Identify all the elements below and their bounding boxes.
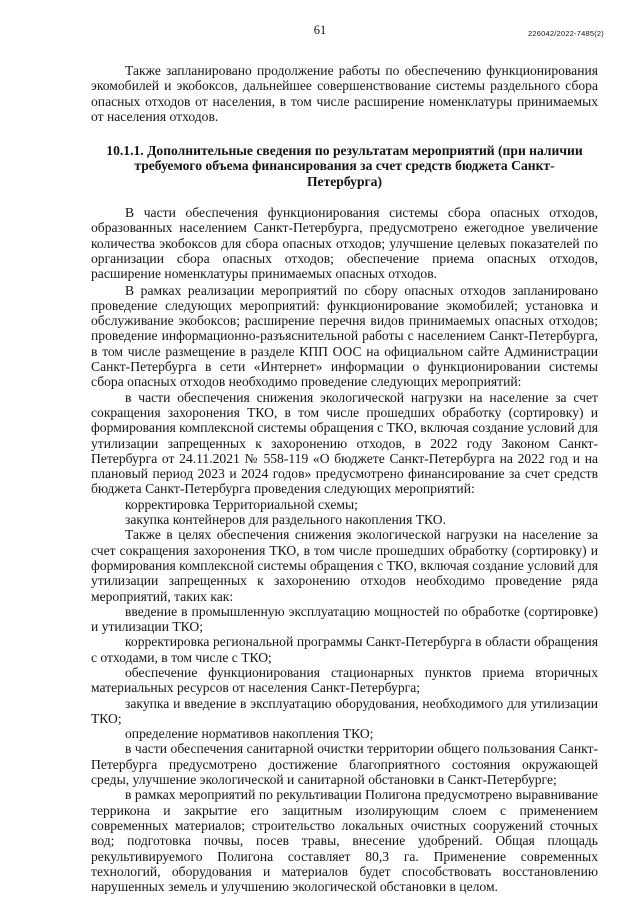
paragraph-tko-budget-2022: в части обеспечения снижения экологической нагрузки на население за счет сокращения захоронения ТКО, в том числе прошедших обработку (сортировку) и формирования комплексной системы обращения с ТКО, включая создание условий для утилизации запрещенных к захоронению отходов, в 2022 году Законом Санкт-Петербурга от 24.11.2021 № 558-119 «О бюджете Санкт-Петербурга на 2022 год и на плановый период 2023 и 2024 годов» предусмотрено финансирование за счет средств бюджета Санкт-Петербурга проведения следующих мероприятий: — [91, 389, 598, 497]
document-id: 226042/2022-7485(2) — [528, 29, 604, 38]
section-heading: 10.1.1. Дополнительные сведения по результатам мероприятий (при наличии требуемого объема финансирования за счет средств бюджета Санкт-Петербурга) — [106, 143, 583, 189]
list-item: корректировка Территориальной схемы; — [125, 496, 358, 512]
list-item: корректировка региональной программы Санкт-Петербурга в области обращения с отходами, в том числе с ТКО; — [91, 634, 598, 665]
list-item: закупка контейнеров для раздельного накопления ТКО. — [125, 512, 446, 528]
intro-paragraph: Также запланировано продолжение работы по обеспечению функционирования экомобилей и экобоксов, дальнейшее совершенствование системы раздельного сбора опасных отходов от населения, в том числе расширение номенклатуры принимаемых от населения отходов. — [91, 63, 598, 124]
paragraph-tko-additional-measures: Также в целях обеспечения снижения экологической нагрузки на население за счет сокращения захоронения ТКО, в том числе прошедших обработку (сортировку) и формирования комплексной системы обращения с ТКО, включая создание условий для утилизации запрещенных к захоронению отходов необходимо проведение ряда мероприятий, таких как: — [91, 527, 598, 604]
paragraph-sanitary-cleaning: в части обеспечения санитарной очистки территории общего пользования Санкт-Петербурга предусмотрено достижение благоприятного состояния окружающей среды, улучшение экологической и санитарной обстановки в Санкт-Петербурге; — [91, 741, 598, 788]
paragraph-collection-system: В части обеспечения функционирования системы сбора опасных отходов, образованных населением Санкт-Петербурга, предусмотрено ежегодное увеличение количества экобоксов для сбора опасных отходов; улучшение целевых показателей по организации сбора опасных отходов; обеспечение приема опасных отходов, расширение номенклатуры принимаемых опасных отходов. — [91, 205, 598, 282]
document-body — [91, 63, 598, 894]
list-item: обеспечение функционирования стационарных пунктов приема вторичных материальных ресурсов от населения Санкт-Петербурга; — [91, 664, 598, 696]
paragraph-landfill-recultivation: в рамках мероприятий по рекультивации Полигона предусмотрено выравнивание террикона и закрытие его защитным изолирующим слоем с применением современных материалов; строительство локальных очистных сооружений сточных вод; подготовка почвы, посев травы, внесение удобрений. Общая площадь рекультивируемого Полигона составляет 80,3 га. Применение современных технологий, оборудования и материалов будет способствовать восстановлению нарушенных земель и улучшению экологической обстановки в целом. — [91, 787, 598, 895]
page-number: 61 — [313, 23, 327, 37]
paragraph-hazardous-waste-measures: В рамках реализации мероприятий по сбору опасных отходов запланировано проведение следующих мероприятий: функционирование экомобилей; установка и обслуживание экобоксов; расширение перечня видов принимаемых опасных отходов; проведение информационно-разъяснительной работы с населением Санкт-Петербурга, в том числе размещение в разделе КПП ООС на официальном сайте Администрации Санкт-Петербурга в сети «Интернет» информации о функционировании системы сбора опасных отходов необходимо проведение следующих мероприятий: — [91, 282, 598, 390]
list-item: определение нормативов накопления ТКО; — [125, 726, 374, 742]
list-item: закупка и введение в эксплуатацию оборудования, необходимого для утилизации ТКО; — [91, 695, 598, 726]
list-item: введение в промышленную эксплуатацию мощностей по обработке (сортировке) и утилизации ТКО; — [91, 603, 598, 635]
